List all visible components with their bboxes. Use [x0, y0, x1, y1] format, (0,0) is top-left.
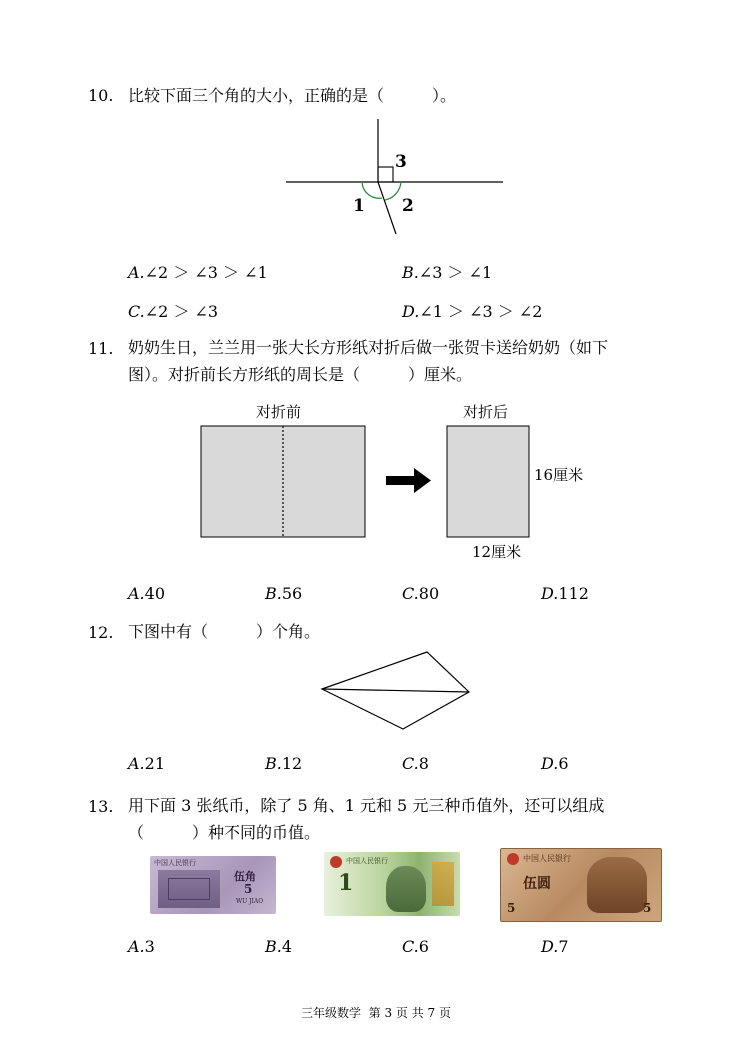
- page-footer: 三年级数学 第 3 页 共 7 页: [301, 1006, 451, 1020]
- question-13-number: 13.: [88, 797, 114, 816]
- question-13-option-b[interactable]: B.4: [265, 937, 293, 956]
- bill-1-building: [168, 878, 210, 900]
- question-10-option-a[interactable]: A.∠2 ＞ ∠3 ＞ ∠1: [128, 263, 268, 282]
- question-12-text: 下图中有（ ）个角。: [128, 622, 321, 641]
- question-13-option-a[interactable]: A.3: [128, 937, 155, 956]
- width-label: 12厘米: [472, 543, 522, 561]
- question-13-option-d[interactable]: D.7: [541, 937, 569, 956]
- question-10-option-b[interactable]: B.∠3 ＞ ∠1: [402, 263, 493, 282]
- bill-1-pinyin: WU JIAO: [236, 898, 264, 905]
- question-10-option-d[interactable]: D.∠1 ＞ ∠3 ＞ ∠2: [402, 302, 543, 321]
- banknote-5-jiao: [150, 856, 276, 914]
- banknote-5-yuan: [500, 848, 662, 922]
- question-12-option-a[interactable]: A.21: [128, 754, 165, 773]
- question-13-text-line1: 用下面 3 张纸币，除了 5 角、1 元和 5 元三种币值外，还可以组成: [128, 796, 605, 815]
- bill-3-header: 中国人民银行: [523, 854, 571, 863]
- question-12-option-b[interactable]: B.12: [265, 754, 303, 773]
- question-11-text-line2: 图）。对折前长方形纸的周长是（ ）厘米。: [128, 365, 473, 384]
- bill-3-portraits: [587, 857, 647, 913]
- angle-3-label: 3: [395, 152, 407, 172]
- kite-diagonal: [322, 689, 469, 692]
- angle-1-label: 1: [353, 196, 365, 216]
- bill-1-denomination: 伍角: [234, 870, 256, 883]
- question-12-option-d[interactable]: D.6: [541, 754, 569, 773]
- question-10-text: 比较下面三个角的大小，正确的是（ ）。: [128, 86, 457, 105]
- bill-2-numeral: 1: [338, 870, 354, 896]
- bill-2-portrait: [386, 866, 426, 912]
- after-fold-label: 对折后: [463, 403, 509, 421]
- bill-3-numeral-left: 5: [507, 901, 516, 915]
- question-11-option-b[interactable]: B.56: [265, 584, 303, 603]
- bill-3-numeral-right: 5: [643, 901, 652, 915]
- banknote-1-yuan: [324, 852, 460, 916]
- angle-2-label: 2: [402, 196, 414, 216]
- question-11-option-d[interactable]: D.112: [541, 584, 589, 603]
- question-11-number: 11.: [88, 339, 114, 358]
- question-12-number: 12.: [88, 623, 114, 642]
- question-13-text-line2: （ ）种不同的币值。: [128, 823, 321, 842]
- bill-3-denomination: 伍圆: [523, 876, 551, 892]
- question-11-option-a[interactable]: A.40: [128, 584, 165, 603]
- bill-1-numeral: 5: [244, 882, 253, 896]
- bill-3-emblem-icon: [507, 853, 519, 865]
- question-12-option-c[interactable]: C.8: [402, 754, 429, 773]
- bill-2-flower: [432, 862, 454, 906]
- bill-2-emblem-icon: [330, 856, 342, 868]
- question-10-number: 10.: [88, 86, 114, 105]
- before-fold-label: 对折前: [256, 403, 302, 421]
- question-11-text-line1: 奶奶生日，兰兰用一张大长方形纸对折后做一张贺卡送给奶奶（如下: [128, 338, 609, 357]
- bill-1-header: 中国人民银行: [154, 859, 196, 867]
- question-11-option-c[interactable]: C.80: [402, 584, 440, 603]
- question-10-option-c[interactable]: C.∠2 ＞ ∠3: [128, 302, 219, 321]
- height-label: 16厘米: [534, 466, 584, 484]
- bill-2-header: 中国人民银行: [346, 857, 388, 865]
- question-13-option-c[interactable]: C.6: [402, 937, 429, 956]
